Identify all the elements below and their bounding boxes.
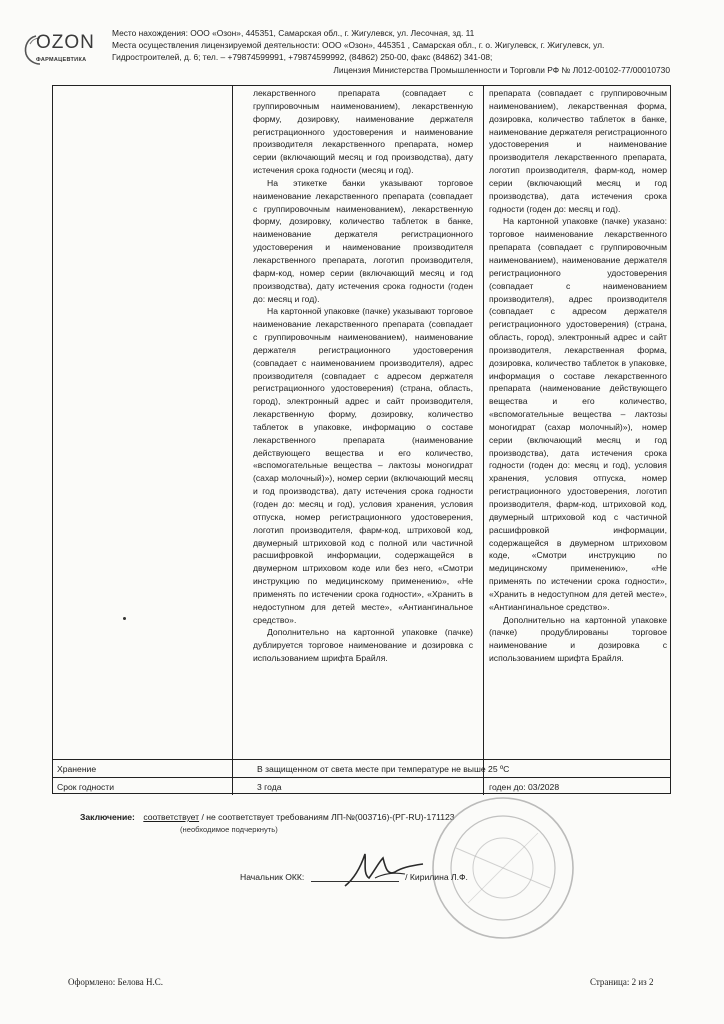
conclusion-rest: / не соответствует требованиям ЛП-№(003716)-(РГ-RU)-171123 [201, 812, 455, 822]
table-divider [232, 86, 233, 795]
shelf-life-required: 3 года [257, 782, 282, 792]
logo-name: OZON [36, 32, 95, 53]
stamp-icon [428, 793, 578, 943]
required-paragraph: На картонной упаковке (пачке) указывают торговое наименование лекарственного препарата (совпадает с группировочным наименованием), наименование держателя регистрационного удостоверения (совпадает с наименованием производителя), адрес производителя (совпадает с адресом держателя регистрационного удостоверения) (страна, область, город), электронный адрес и сайт производителя, лекарственную форму, дозировку, количество таблеток в упаковке, информацию о составе лекарственного препарата (наименование действующего вещества и его количество, «вспомогательные вещества – лактозы моногидрат (сахар молочный)»), номер серии (включающий месяц и год производства), дату истечения срока годности (годен до: месяц и год), условия хранения, условия отпуска, номер регистрационного удостоверения, логотип производителя, фарм-код, штриховой код, двумерный штриховой код с полной или частичной расшифровкой информации, содержащейся в двумерном штриховом коде или без него, «Смотри инструкцию по медицинскому применению», «Не применять по истечении срока годности», «Хранить в недоступном для детей месте», «Антиангинальное средство». [253, 306, 473, 625]
shelf-life-actual: годен до: 03/2028 [489, 782, 560, 792]
required-paragraph: На этикетке банки указывают торговое наименование лекарственного препарата (совпадает с группировочным наименованием), лекарственную форму, дозировку, количество таблеток в банке, наименование держателя регистрационного удостоверения и наименование производителя лекарственного препарата, логотип производителя, фарм-код, номер серии (включающий месяц и год производства), дату истечения срока годности (годен до: месяц и год). [253, 177, 473, 304]
required-paragraph: лекарственного препарата (совпадает с группировочным наименованием), лекарственную форму, дозировку, наименование держателя регистрационного удостоверения и наименование производителя лекарственного препарата, номер серии (включающий месяц и год производства), дату истечения срока годности (месяц и год). [253, 88, 473, 176]
letterhead [112, 27, 682, 76]
logo-subtitle: ФАРМАЦЕВТИКА [36, 57, 87, 63]
conclusion-note: (необходимое подчеркнуть) [180, 825, 278, 834]
signature-line [311, 881, 399, 882]
table-divider [53, 777, 670, 778]
footer-page-number: Страница: 2 из 2 [590, 977, 654, 987]
header-address: Место нахождения: ООО «Озон», 445351, Самарская обл., г. Жигулевск, ул. Лесочная, зд. 11 [112, 28, 475, 38]
approval-line [240, 872, 468, 882]
required-text-cell [253, 87, 473, 757]
actual-paragraph: На картонной упаковке (пачке) указано: торговое наименование лекарственного препарата (совпадает с группировочным наименованием), наименование держателя регистрационного удостоверения (совпадает с наименованием производителя), адрес производителя (совпадает с адресом держателя регистрационного удостоверения) (страна, область, город), электронный адрес и сайт производителя, лекарственная форма, дозировка, количество таблеток в упаковке, информация о составе лекарственного препарата (наименование действующего вещества и его количество, «вспомогательные вещества – лактозы моногидрат (сахар молочный)»), номер серии (включающий месяц и год производства), дата истечения срока годности (годен до: месяц и год), условия хранения, условия отпуска, номер регистрационного удостоверения, логотип производителя, фарм-код, штриховой код, двумерный штриховой код с частичной расшифровкой информации, содержащейся в двумерном штриховом коде, «Смотри инструкцию по медицинскому применению», «Не применять по истечении срока годности», «Хранить в недоступном для детей месте», «Антиангинальное средство». [489, 216, 667, 612]
header-activity-places: Места осуществления лицензируемой деятельности: ООО «Озон», 445351 , Самарская обл., г. о. Жигулевск, г. Жигулевск, ул. [112, 40, 605, 51]
shelf-life-label: Срок годности [57, 782, 115, 792]
required-paragraph: Дополнительно на картонной упаковке (пачке) дублируется торговое наименование и дозировка с использованием шрифта Брайля. [253, 627, 473, 664]
requirements-table [52, 85, 671, 794]
header-contacts: Гидростроителей, д. 6; тел. – +79874599991, +79874599992, (84862) 250-00, факс (84862) 341-08; [112, 52, 493, 63]
storage-value: В защищенном от света месте при температуре не выше 25 ºС [257, 764, 510, 774]
approval-name: / Кирилина Л.Ф. [405, 872, 468, 882]
conclusion-line [80, 812, 455, 822]
margin-mark [123, 617, 126, 620]
conclusion-choice: соответствует [143, 812, 200, 822]
actual-text-cell [489, 87, 667, 757]
actual-paragraph: препарата (совпадает с группировочным наименованием), лекарственная форма, дозировка, количество таблеток в банке, наименование держателя регистрационного удостоверения и наименование производителя лекарственного препарата, логотип производителя, фарм-код, номер серии (включающий месяц и год производства), дата истечения срока годности (годен до: месяц и год). [489, 88, 667, 214]
header-license: Лицензия Министерства Промышленности и Торговли РФ № Л012-00102-77/00010730 [333, 64, 670, 75]
actual-paragraph: Дополнительно на картонной упаковке (пачке) продублированы торговое наименование и дозировка с использованием шрифта Брайля. [489, 614, 667, 664]
footer-prepared: Оформлено: Белова Н.С. [68, 977, 163, 987]
signature-icon [335, 848, 430, 890]
table-divider [53, 759, 670, 760]
storage-label: Хранение [57, 764, 97, 774]
table-divider [483, 86, 484, 795]
conclusion-label: Заключение: [80, 812, 135, 822]
approval-title: Начальник ОКК: [240, 872, 305, 882]
